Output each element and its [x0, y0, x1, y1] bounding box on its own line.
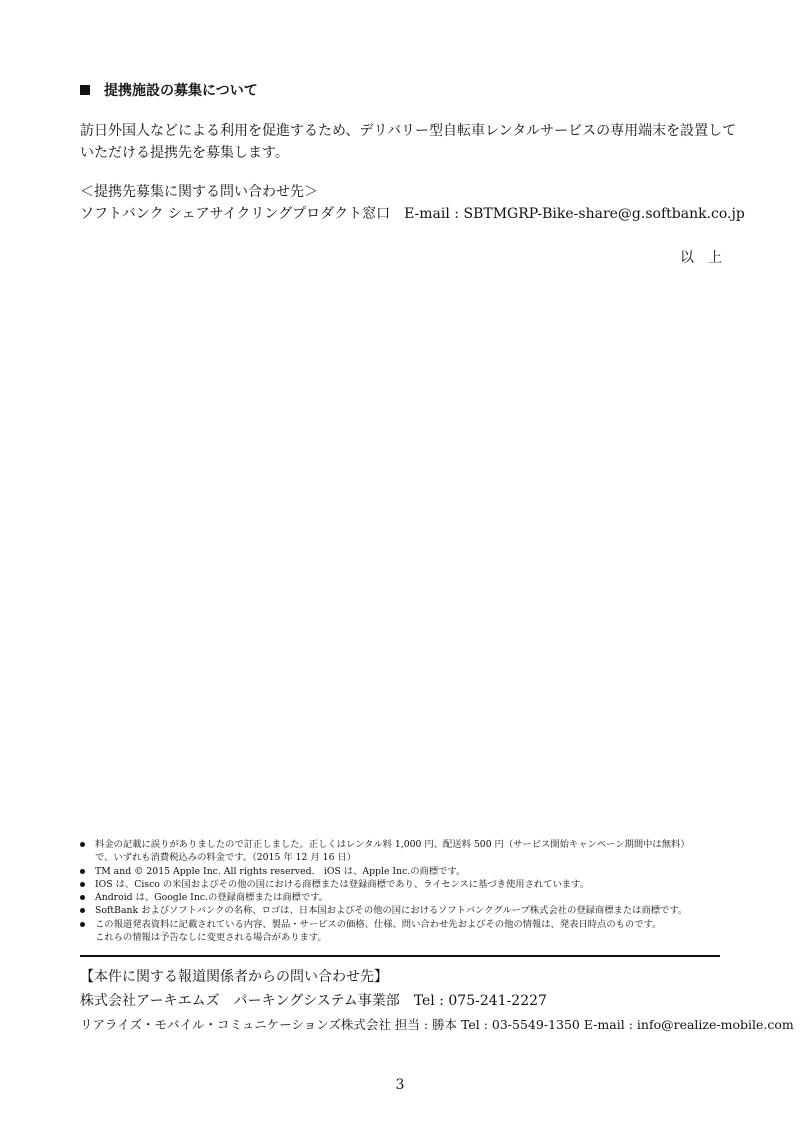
square-bullet-icon: [80, 85, 90, 95]
bullet-icon: [80, 869, 85, 874]
contact-heading: ＜提携先募集に関する問い合わせ先＞: [80, 184, 318, 200]
bullet-icon: [80, 842, 85, 847]
section-heading: [80, 80, 258, 100]
note-text: Android は、Google Inc.の登録商標または商標です。: [95, 892, 329, 904]
divider-line: [80, 955, 720, 957]
press-heading: 【本件に関する報道関係者からの問い合わせ先】: [80, 969, 388, 985]
note-text-continued: これらの情報は予告なしに変更される場合があります。: [95, 932, 327, 944]
note-item: [80, 918, 690, 931]
press-contact: [80, 965, 794, 1037]
note-text: この報道発表資料に記載されている内容、製品・サービスの価格、仕様、問い合わせ先およびその他の情報は、発表日時点のものです。: [95, 918, 662, 930]
press-line-1: 株式会社アーキエムズ パーキングシステム事業部 Tel : 075-241-2227: [80, 993, 547, 1009]
bullet-icon: [80, 922, 85, 927]
notes-list: [80, 838, 690, 944]
note-text: SoftBank およびソフトバンクの名称、ロゴは、日本国およびその他の国におけるソフトバンクグループ株式会社の登録商標または商標です。: [95, 905, 688, 917]
bullet-icon: [80, 908, 85, 913]
section-title: 提携施設の募集について: [104, 83, 258, 99]
bullet-icon: [80, 895, 85, 900]
body-line: 訪日外国人などによる利用を促進するため、デリバリー型自転車レンタルサービスの専用端末を設置して: [80, 123, 737, 139]
note-item: [80, 838, 690, 851]
page-number: 3: [395, 1077, 405, 1093]
note-item: [80, 865, 690, 878]
body-line: いただける提携先を募集します。: [80, 145, 289, 161]
note-text: TM and © 2015 Apple Inc. All rights reserved. iOS は、Apple Inc.の商標です。: [95, 865, 466, 877]
note-text: 料金の記載に誤りがありましたので訂正しました。正しくはレンタル料 1,000 円、配送料 500 円（サービス開始キャンペーン期間中は無料）: [95, 839, 690, 850]
section-body: [80, 120, 736, 164]
note-item: [80, 878, 690, 891]
note-item: [80, 904, 690, 917]
note-text: IOS は、Cisco の米国およびその他の国における商標または登録商標であり、ライセンスに基づき使用されています。: [95, 878, 589, 890]
bullet-icon: [80, 882, 85, 887]
contact-line: ソフトバンク シェアサイクリングプロダクト窓口 E-mail : SBTMGRP-Bike-share@g.softbank.co.jp: [80, 206, 745, 222]
press-line-2: リアライズ・モバイル・コミュニケーションズ株式会社 担当 : 勝本 Tel : 03-5549-1350 E-mail : info@realize-mobile.com: [80, 1017, 794, 1032]
note-item: [80, 891, 690, 904]
note-text-continued: で、いずれも消費税込みの料金です。（2015 年 12 月 16 日）: [95, 852, 357, 864]
closing-text: 以 上: [680, 250, 722, 266]
